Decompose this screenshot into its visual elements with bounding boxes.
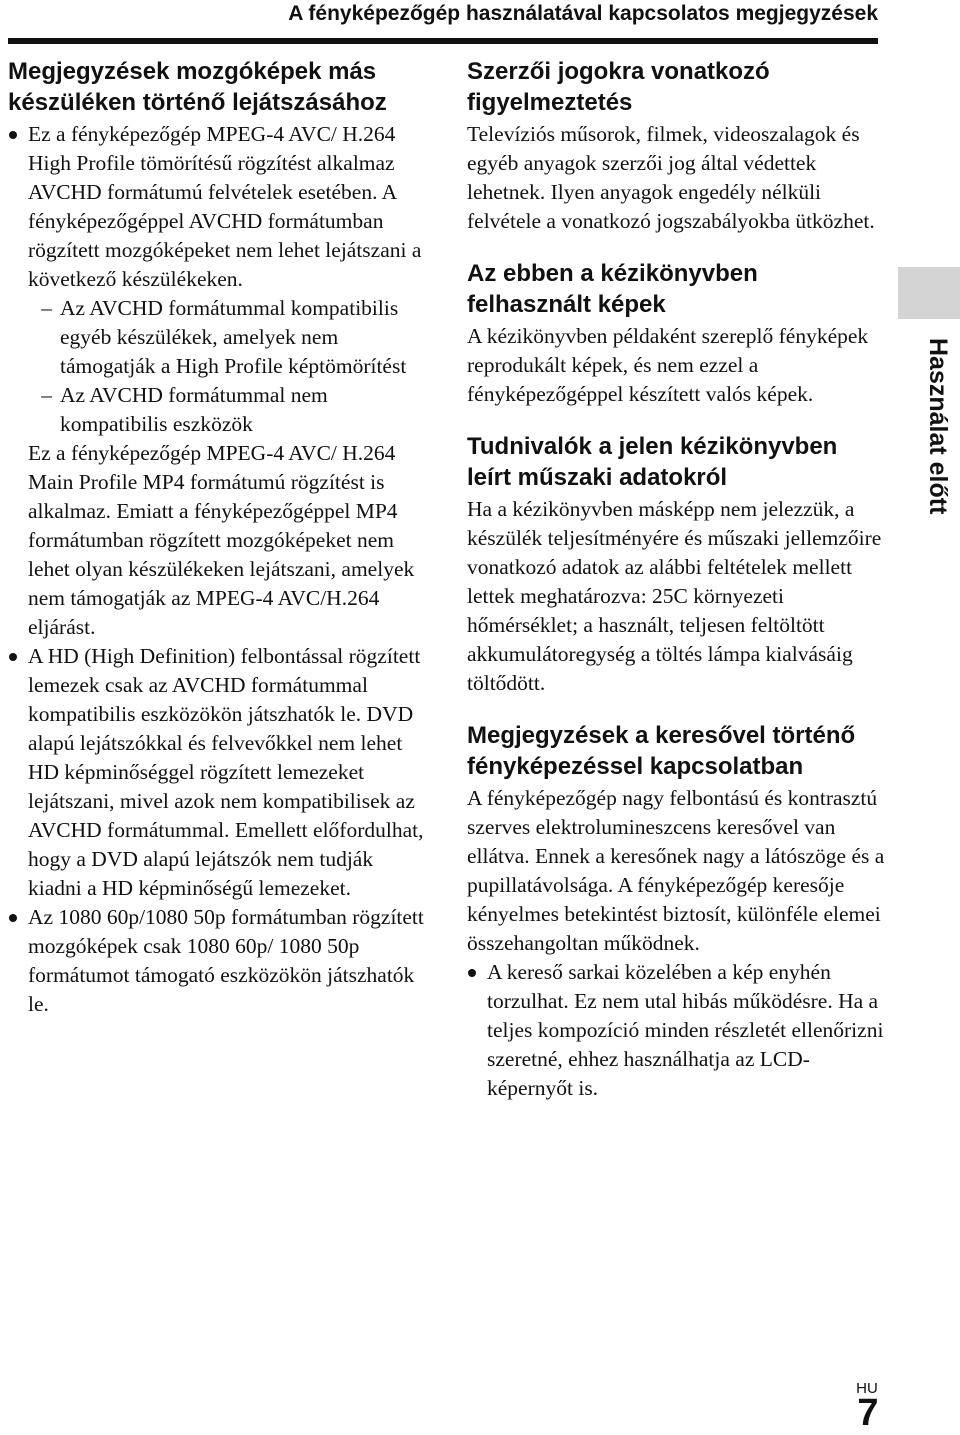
dash-item-text: Az AVCHD formátummal kompatibilis egyéb készülékek, amelyek nem támogatják a High Profile képtömörítést — [60, 296, 407, 378]
section-body: Ha a kézikönyvben másképp nem jelezzük, a készülék teljesítményére és műszaki jellemzőire vonatkozó adatok az alábbi feltételek mellett lettek meghatározva: 25C környezeti hőmérséklet; a használt, teljesen feltöltött akkumulátoregység a töltés lámpa kialvásáig töltődött. — [467, 497, 882, 695]
section-heading: Szerzői jogokra vonatkozó figyelmeztetés — [467, 58, 770, 116]
section-body: A fényképezőgép nagy felbontású és kontrasztú szerves elektrolumineszcens keresővel van ellátva. Ennek a keresőnek nagy a látószöge és a pupillatávolsága. A fényképezőgép keresője kényelmes betekintést biztosít, különféle elemei összehangoltan működnek. — [467, 786, 885, 955]
dash-item — [28, 381, 428, 439]
hd-disc-note-text: A HD (High Definition) felbontással rögzített lemezek csak az AVCHD formátummal kompatibilis eszközökön játszhatók le. DVD alapú lejátszókkal és felvevőkkel nem lehet HD képminőséggel rögzített lemezeket lejátszani, mivel azok nem kompatibilisek az AVCHD formátummal. Emellett előfordulhat, hogy a DVD alapú lejátszók nem tudják kiadni a HD képminőségű lemezeket. — [28, 644, 424, 900]
list-item — [8, 642, 428, 903]
left-column — [8, 56, 428, 1019]
side-tab-marker — [898, 267, 960, 319]
dash-item-text: Az AVCHD formátummal nem kompatibilis eszközök — [60, 383, 328, 436]
playback-notes-list — [8, 120, 428, 1019]
page-language-code: HU — [856, 1380, 878, 1397]
page-number: 7 — [857, 1392, 879, 1434]
dash-marker: – — [41, 383, 52, 407]
list-item — [467, 958, 887, 1103]
viewfinder-notes-list — [467, 958, 887, 1103]
dash-marker: – — [41, 296, 52, 320]
section-body: Televíziós műsorok, filmek, videoszalagok és egyéb anyagok szerzői jog által védettek lehetnek. Ilyen anyagok engedély nélküli felvétele a vonatkozó jogszabályokba ütközhet. — [467, 122, 875, 233]
section-copyright — [467, 56, 887, 236]
1080p-note-text: Az 1080 60p/1080 50p formátumban rögzített mozgóképek csak 1080 60p/ 1080 50p formátumot támogató eszközökön játszhatók le. — [28, 905, 424, 1016]
mp4-note-text: Ez a fényképezőgép MPEG-4 AVC/ H.264 Main Profile MP4 formátumú rögzítést is alkalmaz. Emiatt a fényképezőgéppel MP4 formátumban rögzített mozgóképeket nem lehet olyan készülékeken lejátszani, amelyek nem támogatják az MPEG-4 AVC/H.264 eljárást. — [28, 441, 415, 639]
side-tab-label: Használat előtt — [924, 338, 952, 515]
viewfinder-distortion-text: A kereső sarkai közelében a kép enyhén torzulhat. Ez nem utal hibás működésre. Ha a teljes kompozíció minden részletét ellenőrizni szeretné, ehhez használhatja az LCD-képernyőt is. — [487, 960, 884, 1100]
dash-item — [28, 294, 428, 381]
list-item — [8, 120, 428, 642]
section-body: A kézikönyvben példaként szereplő fényképek reprodukált képek, és nem ezzel a fényképezőgéppel készített valós képek. — [467, 324, 869, 406]
section-heading: Megjegyzések a keresővel történő fényképezéssel kapcsolatban — [467, 722, 856, 780]
section-specifications — [467, 431, 887, 698]
list-item — [8, 903, 428, 1019]
section-heading: Tudnivalók a jelen kézikönyvben leírt műszaki adatokról — [467, 433, 838, 491]
section-heading-playback-notes: Megjegyzések mozgóképek más készüléken történő lejátszásához — [8, 58, 387, 116]
right-column — [467, 56, 887, 1125]
avchd-intro-text: Ez a fényképezőgép MPEG-4 AVC/ H.264 High Profile tömörítésű rögzítést alkalmaz AVCHD formátumú felvételek esetében. A fényképezőgéppel AVCHD formátumban rögzített mozgóképeket nem lehet lejátszani a következő készülékeken. — [28, 122, 422, 291]
running-header: A fényképezőgép használatával kapcsolatos megjegyzések — [288, 2, 878, 25]
header-rule — [8, 38, 878, 44]
section-images — [467, 258, 887, 409]
section-heading: Az ebben a kézikönyvben felhasznált képek — [467, 260, 758, 318]
section-viewfinder — [467, 720, 887, 1103]
